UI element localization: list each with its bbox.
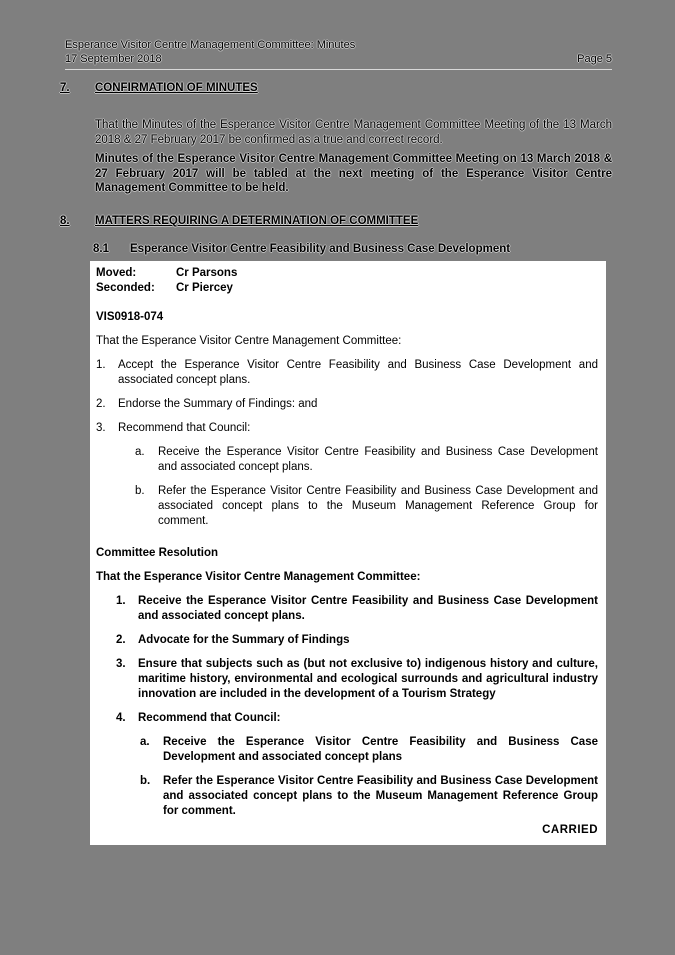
motion-sub-item bbox=[135, 445, 598, 475]
moved-row bbox=[96, 266, 598, 281]
motion-preamble: That the Esperance Visitor Centre Management Committee: bbox=[96, 335, 402, 347]
motion-sub-item bbox=[135, 484, 598, 529]
resolution-sub-item bbox=[140, 735, 598, 765]
item-number: 1. bbox=[96, 359, 106, 371]
item-text: Recommend that Council: bbox=[118, 422, 251, 434]
committee-resolution-heading: Committee Resolution bbox=[96, 547, 219, 559]
resolution-item bbox=[116, 633, 598, 648]
motion-number: VIS0918-074 bbox=[96, 311, 164, 323]
section-8-number: 8. bbox=[60, 215, 70, 227]
item-number: a. bbox=[135, 446, 145, 458]
section-7-paragraph-2: Minutes of the Esperance Visitor Centre Management Committee Meeting on 13 March 2018 & 27 February 2017 will be tabled at the next meeting of the Esperance Visitor Centre Management Committee to be held. bbox=[95, 153, 612, 194]
motion-item bbox=[96, 358, 598, 388]
section-8-1-number: 8.1 bbox=[93, 243, 109, 255]
resolution-preamble: That the Esperance Visitor Centre Management Committee: bbox=[96, 571, 421, 583]
section-7-heading bbox=[60, 81, 612, 95]
moved-value: Cr Parsons bbox=[176, 267, 238, 279]
item-number: a. bbox=[140, 736, 150, 748]
item-text: Refer the Esperance Visitor Centre Feasibility and Business Case Development and associated concept plans to the Museum Management Reference Group for comment. bbox=[158, 485, 598, 527]
header-date: 17 September 2018 bbox=[65, 53, 162, 65]
item-text: Recommend that Council: bbox=[138, 712, 281, 724]
item-number: 2. bbox=[116, 634, 126, 646]
item-number: 1. bbox=[116, 595, 126, 607]
item-number: b. bbox=[140, 775, 151, 787]
item-text: Receive the Esperance Visitor Centre Feasibility and Business Case Development and associated concept plans. bbox=[138, 595, 598, 622]
resolution-item bbox=[116, 657, 598, 702]
item-number: 3. bbox=[116, 658, 126, 670]
item-number: 2. bbox=[96, 398, 106, 410]
section-7-paragraph-1: That the Minutes of the Esperance Visitor Centre Management Committee Meeting of the 13 March 2018 & 27 February 2017 be confirmed as a true and correct record. bbox=[95, 119, 612, 146]
motion-item bbox=[96, 421, 598, 436]
section-8-heading bbox=[60, 214, 612, 228]
seconded-value: Cr Piercey bbox=[176, 282, 233, 294]
resolution-item bbox=[116, 594, 598, 624]
section-7-number: 7. bbox=[60, 82, 70, 94]
resolution-item bbox=[116, 711, 598, 726]
seconded-label: Seconded: bbox=[96, 282, 155, 294]
seconded-row bbox=[96, 281, 598, 296]
item-text: Receive the Esperance Visitor Centre Feasibility and Business Case Development and associated concept plans bbox=[163, 736, 598, 763]
carried-status: CARRIED bbox=[542, 824, 598, 836]
header-page-number: Page 5 bbox=[577, 53, 612, 65]
item-text: Endorse the Summary of Findings: and bbox=[118, 398, 318, 410]
item-text: Advocate for the Summary of Findings bbox=[138, 634, 350, 646]
motion-item bbox=[96, 397, 598, 412]
resolution-sub-item bbox=[140, 774, 598, 819]
section-8-title: MATTERS REQUIRING A DETERMINATION OF COMMITTEE bbox=[95, 215, 419, 227]
item-text: Receive the Esperance Visitor Centre Feasibility and Business Case Development and associated concept plans. bbox=[158, 446, 598, 473]
header-title: Esperance Visitor Centre Management Committee: Minutes bbox=[65, 39, 356, 51]
item-text: Ensure that subjects such as (but not exclusive to) indigenous history and culture, maritime history, environmental and ecological surrounds and agricultural industry innovation are included in the development of a Tourism Strategy bbox=[138, 658, 598, 700]
page-header bbox=[65, 38, 612, 70]
item-text: Refer the Esperance Visitor Centre Feasibility and Business Case Development and associated concept plans to the Museum Management Reference Group for comment. bbox=[163, 775, 598, 817]
item-number: 3. bbox=[96, 422, 106, 434]
item-number: b. bbox=[135, 485, 145, 497]
section-8-1-title: Esperance Visitor Centre Feasibility and Business Case Development bbox=[130, 243, 511, 255]
item-number: 4. bbox=[116, 712, 126, 724]
item-text: Accept the Esperance Visitor Centre Feasibility and Business Case Development and associated concept plans. bbox=[118, 359, 598, 386]
moved-label: Moved: bbox=[96, 267, 137, 279]
motion-highlight-box bbox=[90, 261, 606, 845]
section-8-1-heading bbox=[93, 242, 612, 256]
section-7-title: CONFIRMATION OF MINUTES bbox=[95, 82, 258, 94]
